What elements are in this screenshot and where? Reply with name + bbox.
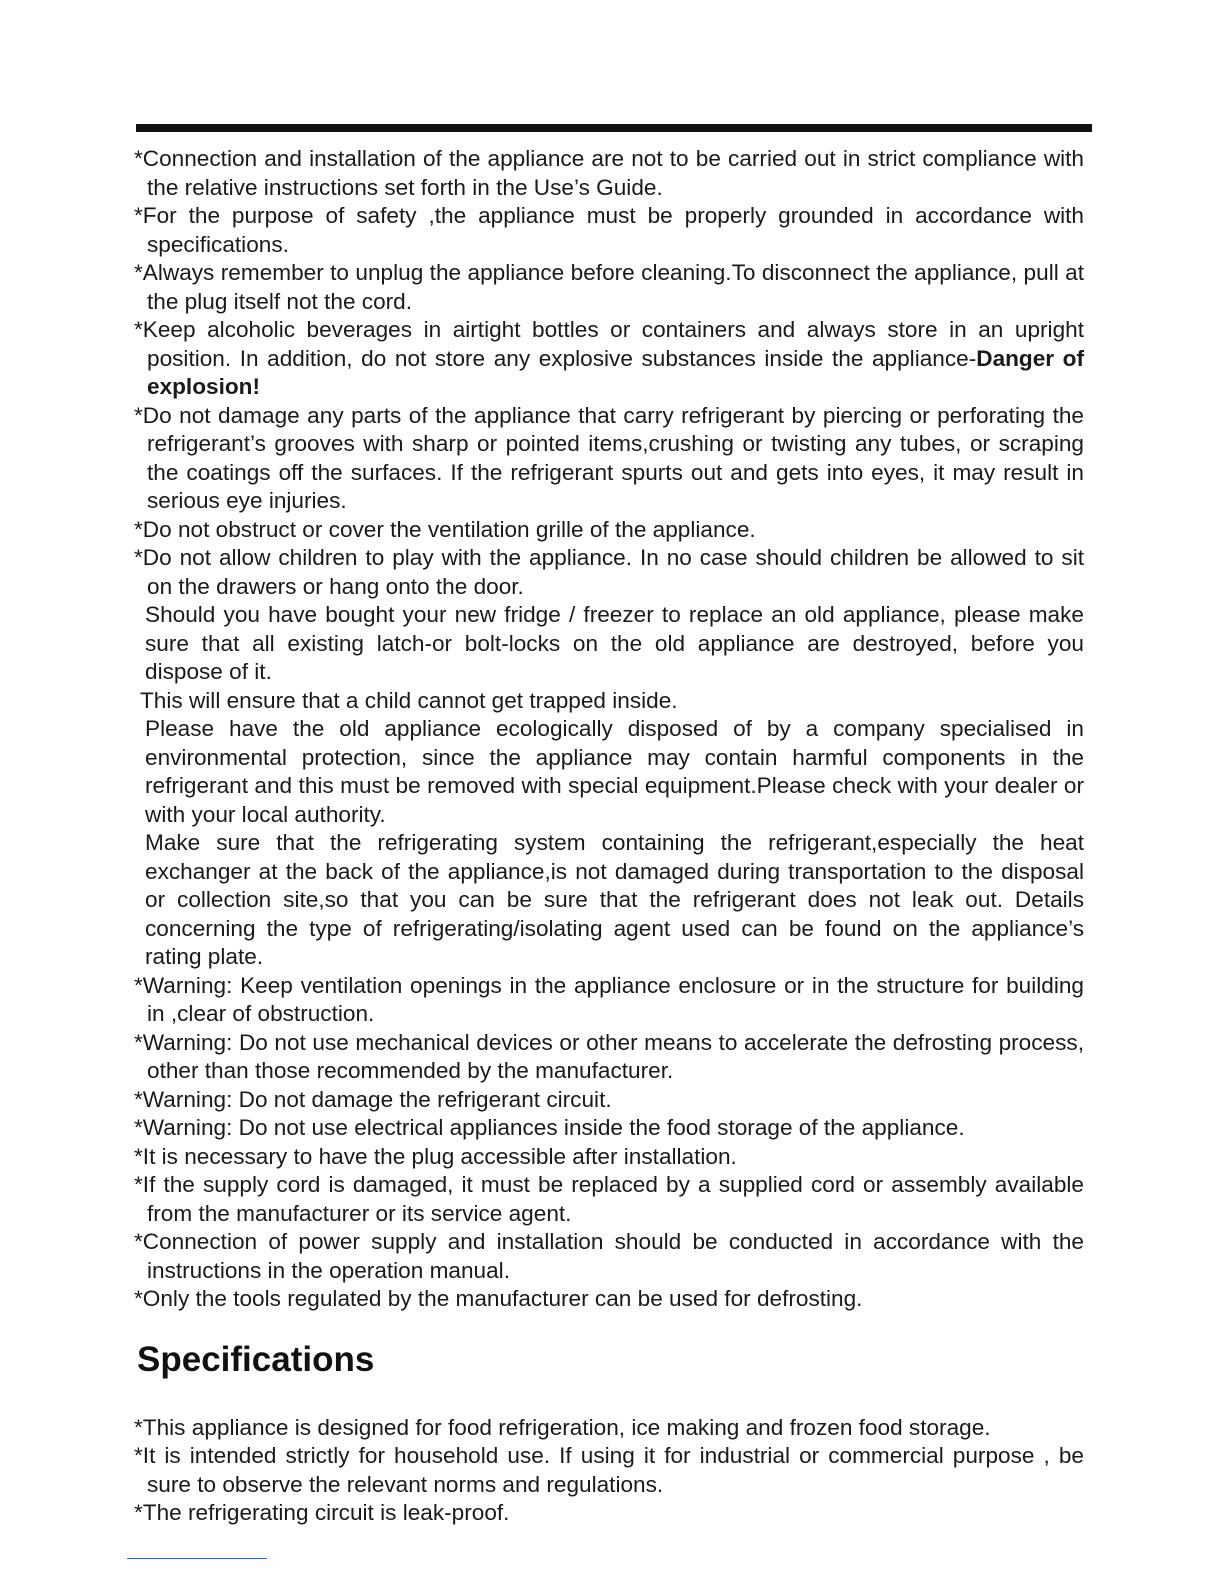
warning-item-refrigerant-parts: *Do not damage any parts of the appliance that carry refrigerant by piercing or perforating the refrigerant’s grooves with sharp or pointed items,crushing or twisting any tubes, or scraping the coatings off the surfaces. If the refrigerant spurts out and gets into eyes, it may result in serious eye injuries. — [134, 402, 1084, 513]
note-old-appliance-locks: Should you have bought your new fridge / freezer to replace an old appliance, please make sure that all existing latch-or bolt-locks on the old appliance are destroyed, before you dispose of it. — [145, 602, 1084, 684]
warning-item-power-supply: *Connection of power supply and installation should be conducted in accordance with the instructions in the operation manual. — [134, 1229, 1084, 1283]
warning-item-ventilation-grille: *Do not obstruct or cover the ventilation grille of the appliance. — [134, 516, 756, 542]
note-refrigerating-system: Make sure that the refrigerating system containing the refrigerant,especially the heat exchanger at the back of the appliance,is not damaged during transportation to the disposal or collection site,so that you can be sure that the refrigerant does not leak out. Details concerning the type of refrigerating/isolating agent used can be found on the appliance’s rating plate. — [145, 830, 1084, 969]
warnings-list — [134, 145, 1084, 1314]
warning-item-defrosting-devices: *Warning: Do not use mechanical devices or other means to accelerate the defrosting process, other than those recommended by the manufacturer. — [134, 1029, 1084, 1083]
warning-item-ventilation-openings: *Warning: Keep ventilation openings in the appliance enclosure or in the structure for building in ,clear of obstruction. — [134, 972, 1084, 1026]
warning-item-supply-cord: *If the supply cord is damaged, it must be replaced by a supplied cord or assembly available from the manufacturer or its service agent. — [134, 1172, 1084, 1226]
warning-item-plug-accessible: *It is necessary to have the plug accessible after installation. — [134, 1143, 737, 1169]
warning-item-alcohol: *Keep alcoholic beverages in airtight bottles or containers and always store in an upright position. In addition, do not store any explosive substances inside the appliance-Danger of explosion! — [134, 317, 1085, 399]
specifications-heading: Specifications — [137, 1339, 375, 1379]
top-rule — [136, 124, 1092, 132]
warning-item-defrost-tools: *Only the tools regulated by the manufacturer can be used for defrosting. — [134, 1286, 863, 1311]
warning-item-grounding: *For the purpose of safety ,the appliance must be properly grounded in accordance with specifications. — [134, 203, 1084, 257]
note-child-trapped: This will ensure that a child cannot get trapped inside. — [140, 687, 678, 713]
bottom-divider — [127, 1558, 267, 1559]
page-content — [134, 145, 1084, 1528]
spec-item-leak-proof: *The refrigerating circuit is leak-proof. — [134, 1500, 510, 1525]
warning-item-refrigerant-circuit: *Warning: Do not damage the refrigerant circuit. — [134, 1086, 612, 1112]
specifications-list — [134, 1414, 1084, 1528]
warning-item-connection: *Connection and installation of the appliance are not to be carried out in strict compliance with the relative instructions set forth in the Use’s Guide. — [134, 146, 1084, 200]
spec-item-purpose: *This appliance is designed for food refrigeration, ice making and frozen food storage. — [134, 1414, 991, 1440]
warning-item-children: *Do not allow children to play with the appliance. In no case should children be allowed to sit on the drawers or hang onto the door. — [134, 545, 1084, 599]
note-disposal: Please have the old appliance ecologically disposed of by a company specialised in environmental protection, since the appliance may contain harmful components in the refrigerant and this must be removed with special equipment.Please check with your dealer or with your local authority. — [145, 716, 1084, 827]
danger-explosion-text: Danger of explosion! — [147, 345, 1085, 399]
warning-item-unplug: *Always remember to unplug the appliance before cleaning.To disconnect the appliance, pull at the plug itself not the cord. — [134, 260, 1084, 314]
spec-item-household-use: *It is intended strictly for household use. If using it for industrial or commercial purpose , be sure to observe the relevant norms and regulations. — [134, 1443, 1084, 1497]
warning-item-electrical-appliances: *Warning: Do not use electrical appliances inside the food storage of the appliance. — [134, 1115, 965, 1140]
